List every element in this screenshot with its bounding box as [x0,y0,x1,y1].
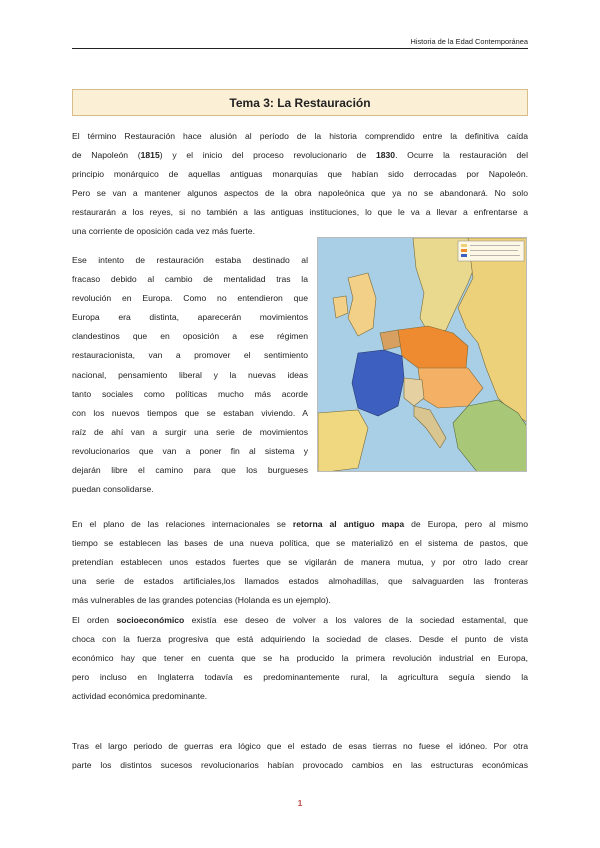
text-line: de Napoleón (1815) y el inicio del proceso revolucionario de 1830. Ocurre la restauración del [72,150,528,161]
text-line: parte los distintos sucesos revolucionarios habían provocado cambios en las estructuras económicas [72,760,528,771]
text-line: fracaso debido al cambio de mentalidad tras la [72,274,308,285]
text-line: con los nuevos tiempos que se estaban viviendo. A [72,407,308,418]
date-1830: 1830 [375,150,396,161]
text-line: clandestinos que en oposición a ese régimen [72,331,308,342]
text-line: tanto sociales como políticas mucho más acorde [72,388,308,399]
title-box [72,89,528,116]
text-line: actividad económica predominante. [72,691,208,702]
text-line: Tras el largo periodo de guerras era lógico que el estado de esas tierras no fuese el idóneo. Por otra [72,741,528,751]
text-line: puedan consolidarse. [72,484,154,495]
europe-map-icon [318,238,527,472]
text-line: revolución en Europa. Como no entendieron que [72,293,308,304]
text-line: Europa era distinta, aparecerán movimientos [72,312,308,323]
text-line: revolucionarios que van a poner fin al sistema y [72,445,308,456]
text-line: más vulnerables de las grandes potencias (Holanda es un ejemplo). [72,595,331,606]
text-line: restauracionista, van a promover el sentimiento [72,350,308,361]
text-line: Ese intento de restauración estaba destinado al [72,255,308,265]
page-title: Tema 3: La Restauración [229,96,371,110]
bold-phrase: socioeconómico [116,615,185,625]
paragraph-international-relations [72,515,528,610]
page-number: 1 [297,798,303,808]
text-line: El orden socioeconómico existía ese deseo de volver a los valores de la sociedad estamental, que [72,615,528,625]
page-header [72,28,528,49]
paragraph-post-war [72,737,528,775]
text-line: En el plano de las relaciones internacionales se retorna al antiguo mapa de Europa, pero al mismo [72,519,528,529]
paragraph-restoration-failure [72,251,308,499]
text-line: El término Restauración hace alusión al período de la historia comprendido entre la definitiva caída [72,131,528,141]
text-line: tiempo se establecen las bases de una nueva política, que se materializó en el sistema de pastos, que [72,538,528,549]
europe-map-image [317,237,527,472]
bold-phrase: retorna al antiguo mapa [292,519,405,529]
paragraph-socioeconomic [72,611,528,706]
text-line: nacional, pensamiento liberal y la nuevas ideas [72,369,308,380]
text-line: pretendían establecen unos estados fuertes que se vigilarán de manera mutua, y por otro lado crear [72,557,528,568]
text-line: una corriente de oposición cada vez más fuerte. [72,226,255,237]
header-text: Historia de la Edad Contemporánea [410,37,528,46]
text-line: restaurarán a los reyes, si no también a las antiguas instituciones, lo que le va a llevar a enfrentarse a [72,207,528,218]
text-line: pero incluso en Inglaterra todavía es predominantemente rural, la agricultura seguía siendo la [72,672,528,683]
paragraph-intro [72,127,528,242]
text-line: una serie de estados artificiales,los llamados estados almohadillas, que salvaguarden las fronteras [72,576,528,587]
text-line: choca con la fuerza progresiva que está adquiriendo la sociedad de clases. Desde el punto de vista [72,634,528,645]
text-line: económico hay que tener en cuenta que se ha producido la primera revolución industrial en Europa, [72,653,528,664]
date-1815: 1815 [140,150,160,161]
text-line: Pero se van a mantener algunos aspectos de la obra napoleónica que ya no se abandonará. No solo [72,188,528,199]
text-line: principio monárquico de aquellas antiguas monarquías que habían sido derrocadas por Napoleón. [72,169,528,180]
text-line: dejarán libre el camino para que los burgueses [72,465,308,476]
text-line: raíz de ahí van a surgir una serie de movimientos [72,426,308,437]
